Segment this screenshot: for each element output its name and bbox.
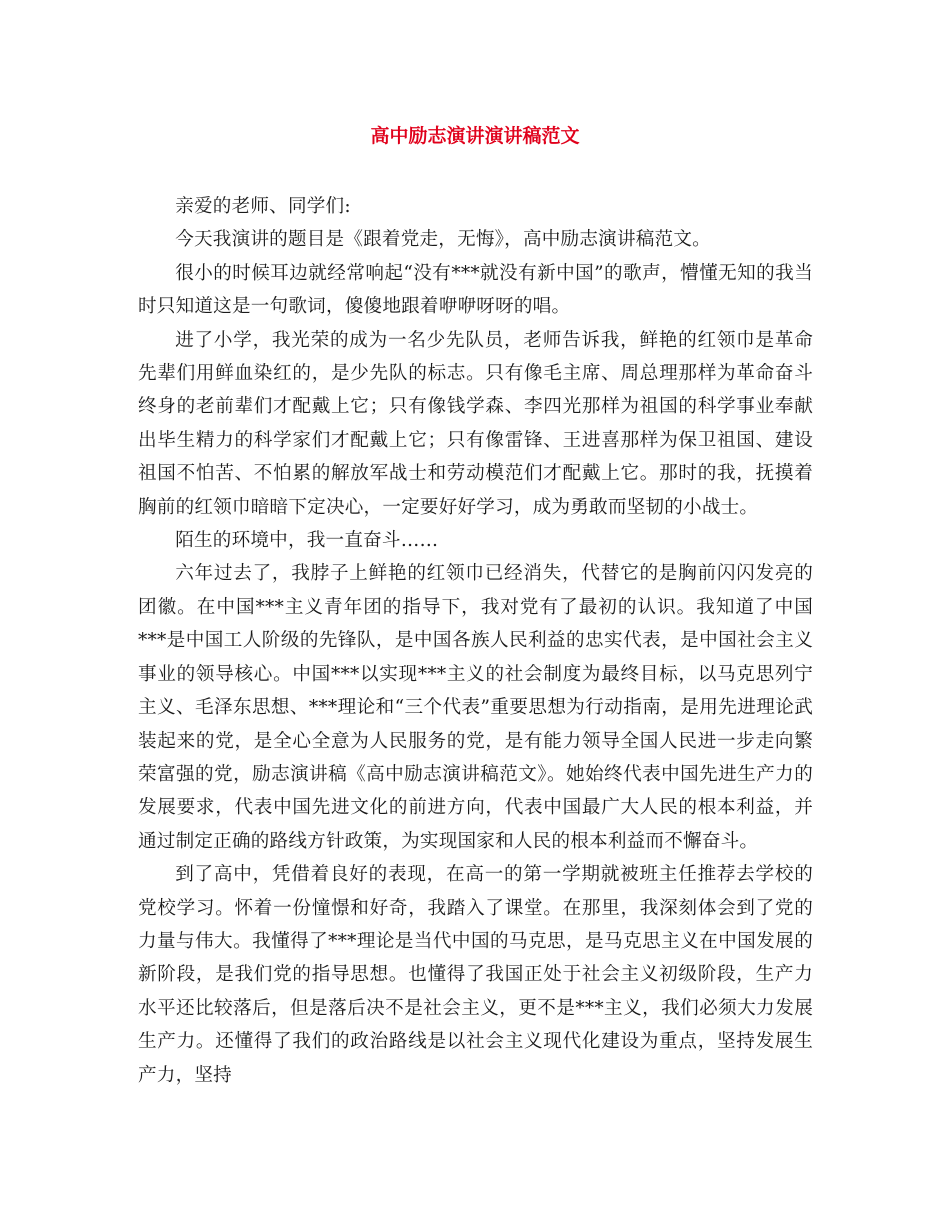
- paragraph-youth-league: 六年过去了，我脖子上鲜艳的红领巾已经消失，代替它的是胸前闪闪发亮的团徽。在中国***主义青年团的指导下，我对党有了最初的认识。我知道了中国***是中国工人阶级的先锋队，是中国各族人民利益的忠实代表，是中国社会主义事业的领导核心。中国***以实现***主义的社会制度为最终目标，以马克思列宁主义、毛泽东思想、***理论和“三个代表”重要思想为行动指南，是用先进理论武装起来的党，是全心全意为人民服务的党，是有能力领导全国人民进一步走向繁荣富强的党，励志演讲稿《高中励志演讲稿范文》。她始终代表中国先进生产力的发展要求，代表中国先进文化的前进方向，代表中国最广大人民的根本利益，并通过制定正确的路线方针政策，为实现国家和人民的根本利益而不懈奋斗。: [138, 563, 813, 852]
- paragraph-transition: 陌生的环境中，我一直奋斗……: [175, 530, 439, 552]
- paragraph-greeting: 亲爱的老师、同学们:: [175, 196, 351, 217]
- paragraph-high-school: 到了高中，凭借着良好的表现，在高一的第一学期就被班主任推荐去学校的党校学习。怀着一份憧憬和好奇，我踏入了课堂。在那里，我深刻体会到了党的力量与伟大。我懂得了***理论是当代中国的马克思，是马克思主义在中国发展的新阶段，是我们党的指导思想。也懂得了我国正处于社会主义初级阶段，生产力水平还比较落后，但是落后决不是社会主义，更不是***主义，我们必须大力发展生产力。还懂得了我们的政治路线是以社会主义现代化建设为重点，坚持发展生产力，坚持: [138, 864, 813, 1086]
- paragraph-topic: 今天我演讲的题目是《跟着党走，无悔》，高中励志演讲稿范文。: [175, 229, 711, 251]
- paragraph-primary-school: 进了小学，我光荣的成为一名少先队员，老师告诉我，鲜艳的红领巾是革命先辈们用鲜血染红的，是少先队的标志。只有像毛主席、周总理那样为革命奋斗终身的老前辈们才配戴上它；只有像钱学森、李四光那样为祖国的科学事业奉献出毕生精力的科学家们才配戴上它；只有像雷锋、王进喜那样为保卫祖国、建设祖国不怕苦、不怕累的解放军战士和劳动模范们才配戴上它。那时的我，抚摸着胸前的红领巾暗暗下定决心，一定要好好学习，成为勇敢而坚韧的小战士。: [138, 329, 813, 518]
- paragraph-childhood: 很小的时候耳边就经常响起“没有***就没有新中国”的歌声，懵懂无知的我当时只知道这是一句歌词，傻傻地跟着咿咿呀呀的唱。: [138, 262, 813, 318]
- document-title: 高中励志演讲演讲稿范文: [370, 125, 580, 147]
- document-body: [138, 190, 813, 1092]
